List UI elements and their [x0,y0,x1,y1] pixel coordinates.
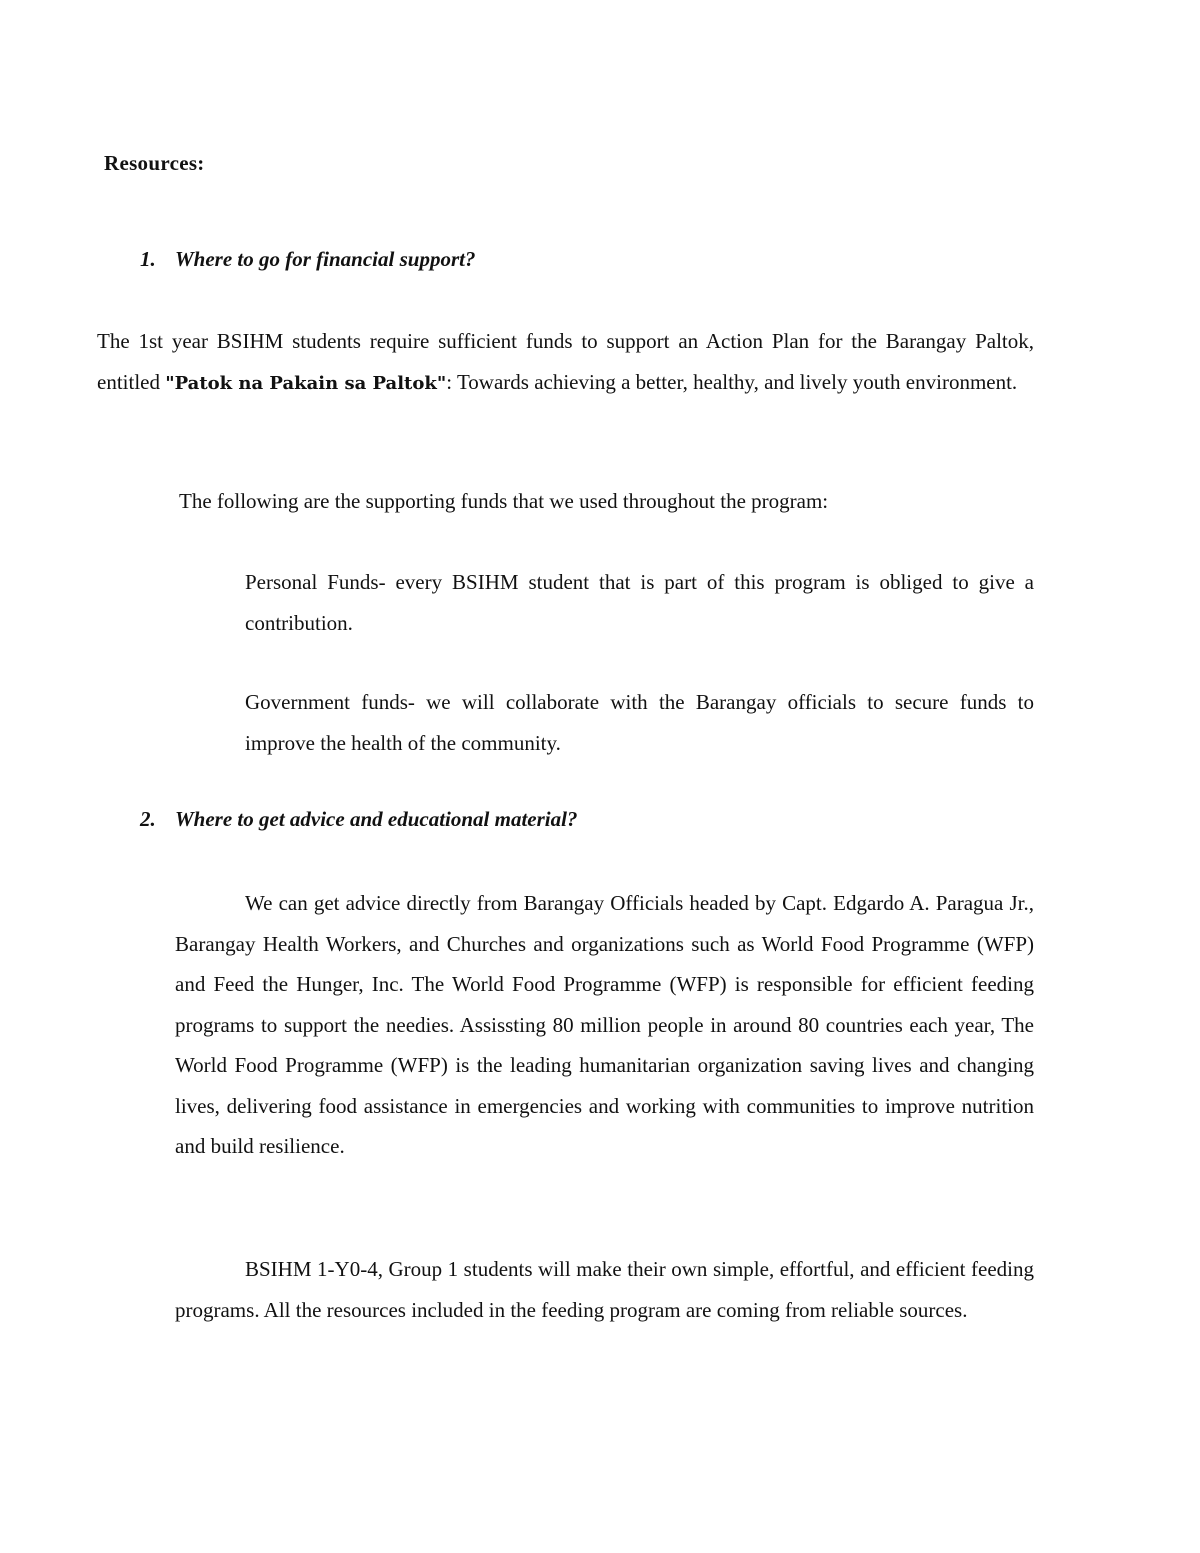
section-heading: Resources: [104,151,205,175]
question-1-text: Where to go for financial support? [175,247,476,271]
fund-item-government: Government funds- we will collaborate with the Barangay officials to secure funds to improve the health of the community. [245,690,1034,755]
intro-paragraph [97,321,1034,404]
funds-lead-paragraph: The following are the supporting funds that we used throughout the program: [179,489,829,513]
intro-text-start: The 1st year BSIHM students require sufficient funds to support an Action Plan for the Barangay Paltok, entitled [97,329,1034,394]
fund-item-personal: Personal Funds- every BSIHM student that is part of this program is obliged to give a contribution. [245,570,1034,635]
question-2-text: Where to get advice and educational material? [175,807,578,831]
question-2-number: 2. [140,807,156,831]
question-1 [140,247,475,272]
question-1-number: 1. [140,247,156,271]
program-title: "Patok na Pakain sa Paltok" [165,372,447,394]
group-paragraph: BSIHM 1-Y0-4, Group 1 students will make their own simple, effortful, and efficient feeding programs. All the resources included in the feeding program are coming from reliable sources. [175,1257,1034,1322]
advice-paragraph: We can get advice directly from Barangay Officials headed by Capt. Edgardo A. Paragua Jr., Barangay Health Workers, and Churches and organizations such as World Food Programme (WFP) and Feed the Hunger, Inc. The World Food Programme (WFP) is responsible for efficient feeding programs to support the needies. Assissting 80 million people in around 80 countries each year, The World Food Programme (WFP) is the leading humanitarian organization saving lives and changing lives, delivering food assistance in emergencies and working with communities to improve nutrition and build resilience. [175,891,1034,1158]
question-2 [140,807,577,832]
intro-text-end: : Towards achieving a better, healthy, and lively youth environment. [446,369,1018,394]
